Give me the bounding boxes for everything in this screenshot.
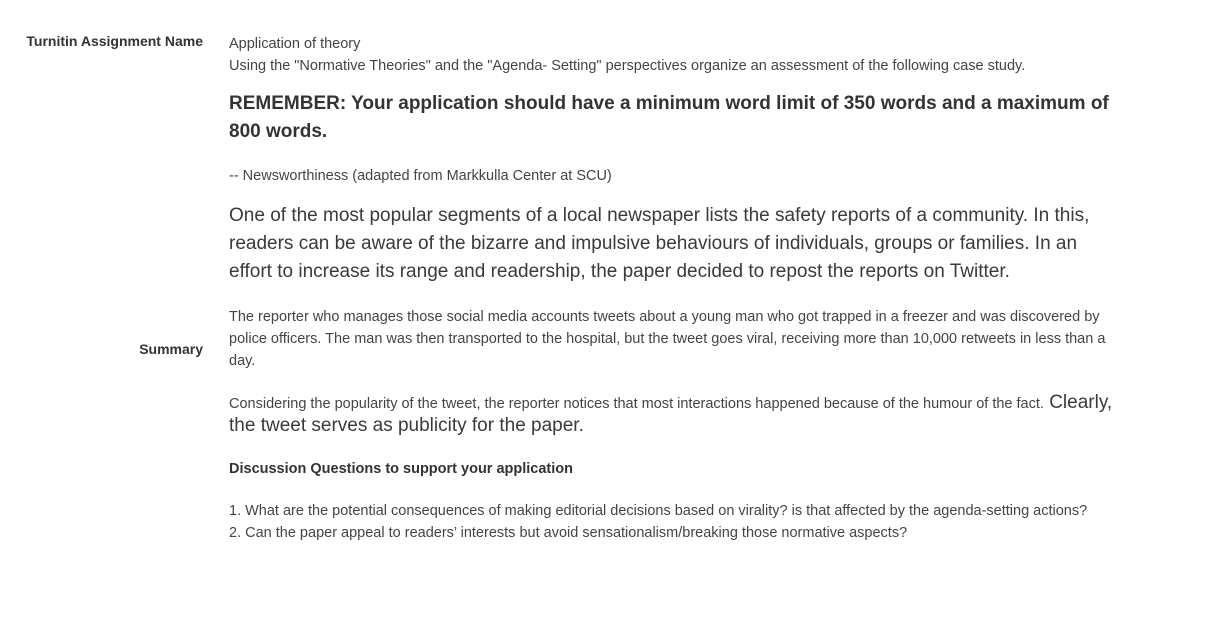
case-study-paragraph-2 bbox=[229, 392, 1119, 438]
paragraph-2-text: Considering the popularity of the tweet, the reporter notices that most interactions happened because of the humour of the fact. bbox=[229, 396, 1044, 412]
summary-label: Summary bbox=[139, 341, 203, 357]
case-study-paragraph-1: The reporter who manages those social media accounts tweets about a young man who got trapped in a freezer and was discovered by police officers. The man was then transported to the hospital, but the tweet goes viral, receiving more than 10,000 retweets in less than a day. bbox=[229, 309, 1106, 369]
assignment-instructions: Using the "Normative Theories" and the "Agenda- Setting" perspectives organize an assessment of the following case study. bbox=[229, 58, 1026, 74]
assignment-name-label: Turnitin Assignment Name bbox=[26, 33, 203, 49]
assignment-content bbox=[229, 33, 1119, 544]
discussion-question-1: 1. What are the potential consequences of making editorial decisions based on virality? is that affected by the agenda-setting actions? bbox=[229, 503, 1088, 519]
paragraph-2-emphasis: Clearly, the tweet serves as publicity for the paper. bbox=[229, 392, 1113, 436]
case-study-source: -- Newsworthiness (adapted from Markkulla Center at SCU) bbox=[229, 168, 612, 184]
assignment-name-value: Application of theory bbox=[229, 36, 361, 52]
word-limit-reminder: REMEMBER: Your application should have a minimum word limit of 350 words and a maximum of 800 words. bbox=[229, 93, 1109, 142]
case-study-intro: One of the most popular segments of a local newspaper lists the safety reports of a community. In this, readers can be aware of the bizarre and impulsive behaviours of individuals, groups or families. In an effort to increase its range and readership, the paper decided to repost the reports on Twitter. bbox=[229, 205, 1090, 282]
discussion-questions-list bbox=[229, 500, 1119, 544]
discussion-question-2: 2. Can the paper appeal to readers’ interests but avoid sensationalism/breaking those normative aspects? bbox=[229, 525, 908, 541]
discussion-questions-title: Discussion Questions to support your application bbox=[229, 461, 574, 477]
